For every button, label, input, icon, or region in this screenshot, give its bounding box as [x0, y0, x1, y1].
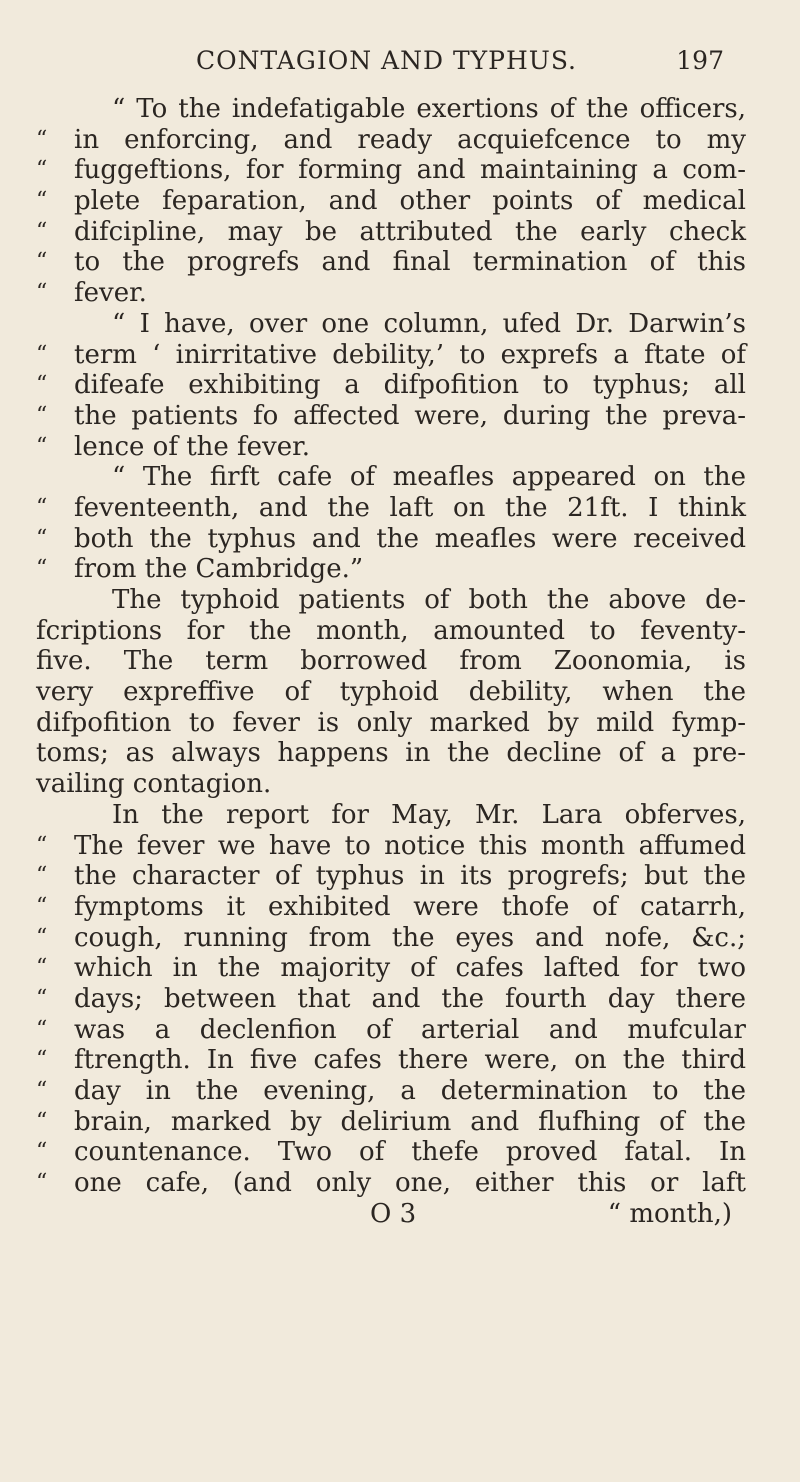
quote-mark: “ [36, 372, 48, 398]
text-line [36, 861, 746, 892]
line-text: difcipline, may be attributed the early check [74, 216, 746, 247]
text-line [36, 524, 746, 555]
line-text: from the Cambridge.” [74, 554, 364, 585]
text-line [36, 646, 746, 677]
text-line [36, 923, 746, 954]
line-text: feventeenth, and the laft on the 21ft. I think [74, 492, 746, 523]
text-line [36, 769, 746, 800]
text-line [36, 462, 746, 493]
signature-mark: O 3 [370, 1198, 417, 1229]
quote-mark: “ [36, 188, 48, 214]
line-text: day in the evening, a determination to the [74, 1076, 746, 1106]
line-text: countenance. Two of thefe proved fatal. In [74, 1137, 746, 1168]
quote-mark: “ [36, 863, 48, 889]
text-line [36, 155, 746, 186]
line-text: “ I have, over one column, ufed Dr. Darwin’s [112, 308, 746, 339]
running-head: CONTAGION AND TYPHUS. [196, 46, 577, 75]
quote-mark: “ [36, 126, 48, 152]
line-text: The typhoid patients of both the above de- [112, 585, 746, 615]
quote-mark: “ [36, 1016, 48, 1042]
line-text: fymptoms it exhibited were thofe of catarrh, [74, 891, 746, 922]
quote-mark: “ [36, 341, 48, 367]
line-text: vailing contagion. [36, 769, 272, 800]
text-line [36, 1015, 746, 1046]
quote-mark: “ [36, 924, 48, 950]
quote-mark: “ [36, 955, 48, 981]
body-text [36, 94, 746, 1229]
page-footer [36, 1199, 746, 1230]
text-line [36, 94, 746, 125]
quote-mark: “ [36, 433, 48, 459]
line-text: fcriptions for the month, amounted to feventy- [36, 615, 746, 646]
text-line [36, 738, 746, 769]
text-line [36, 1137, 746, 1168]
quote-mark: “ [36, 985, 48, 1011]
line-text: cough, running from the eyes and nofe, &c.; [74, 922, 746, 953]
line-text: in enforcing, and ready acquiefcence to my [74, 124, 746, 155]
line-text: term ‘ inirritative debility,’ to exprefs a ftate of [74, 339, 746, 370]
text-line [36, 370, 746, 401]
line-text: to the progrefs and final termination of this [74, 247, 746, 278]
line-text: In the report for May, Mr. Lara obferves, [112, 799, 746, 830]
line-text: the character of typhus in its progrefs; but the [74, 861, 746, 892]
line-text: very expreffive of typhoid debility, when the [36, 677, 746, 708]
text-line [36, 554, 746, 585]
text-line [36, 953, 746, 984]
quote-mark: “ [36, 1047, 48, 1073]
quote-mark: “ [36, 280, 48, 306]
quote-mark: “ [36, 832, 48, 858]
text-line [36, 278, 746, 309]
quote-mark: “ [36, 402, 48, 428]
text-line [36, 831, 746, 862]
quote-mark: “ [36, 1170, 48, 1196]
quote-mark: “ [36, 157, 48, 183]
line-text: “ The firft cafe of meafles appeared on the [112, 462, 746, 493]
text-line [36, 401, 746, 432]
text-line [36, 1045, 746, 1076]
line-text: fuggeftions, for forming and maintaining a com- [74, 155, 746, 186]
quote-mark: “ [36, 249, 48, 275]
text-line [36, 800, 746, 831]
line-text: difpofition to fever is only marked by mild fymp- [36, 707, 746, 738]
text-line [36, 340, 746, 371]
quote-mark: “ [36, 556, 48, 582]
line-text: days; between that and the fourth day there [74, 983, 746, 1014]
quote-mark: “ [36, 218, 48, 244]
text-line [36, 677, 746, 708]
text-line [36, 1107, 746, 1138]
text-line [36, 984, 746, 1015]
quote-mark: “ [36, 893, 48, 919]
quote-mark: “ [36, 525, 48, 551]
text-line [36, 247, 746, 278]
line-text: one cafe, (and only one, either this or laft [74, 1168, 746, 1199]
line-text: plete feparation, and other points of medical [74, 186, 746, 217]
catchword: “ month,) [607, 1198, 732, 1229]
line-text: five. The term borrowed from Zoonomia, is [36, 646, 746, 677]
text-line [36, 616, 746, 647]
text-line [36, 125, 746, 156]
line-text: ftrength. In five cafes there were, on the third [74, 1045, 746, 1076]
page-header [0, 46, 800, 76]
text-line [36, 432, 746, 463]
line-text: “ To the indefatigable exertions of the officers, [112, 94, 746, 124]
text-line [36, 892, 746, 923]
line-text: difeafe exhibiting a difpofition to typhus; all [74, 370, 746, 401]
line-text: the patients fo affected were, during the preva- [74, 400, 746, 431]
text-line [36, 309, 746, 340]
line-text: fever. [74, 278, 147, 309]
text-line [36, 1168, 746, 1199]
text-line [36, 708, 746, 739]
line-text: The fever we have to notice this month affumed [74, 830, 746, 861]
text-line [36, 1076, 746, 1107]
line-text: both the typhus and the meafles were received [74, 523, 746, 554]
quote-mark: “ [36, 1078, 48, 1103]
page-number: 197 [676, 46, 724, 75]
quote-mark: “ [36, 1139, 48, 1165]
line-text: was a declenfion of arterial and mufcular [74, 1014, 746, 1045]
line-text: lence of the fever. [74, 431, 310, 462]
text-line [36, 217, 746, 248]
text-line [36, 186, 746, 217]
line-text: toms; as always happens in the decline of a pre- [36, 738, 746, 769]
line-text: which in the majority of cafes lafted for two [74, 953, 746, 984]
quote-mark: “ [36, 1108, 48, 1134]
text-line [36, 585, 746, 616]
line-text: brain, marked by delirium and flufhing of the [74, 1106, 746, 1137]
text-line [36, 493, 746, 524]
quote-mark: “ [36, 494, 48, 520]
